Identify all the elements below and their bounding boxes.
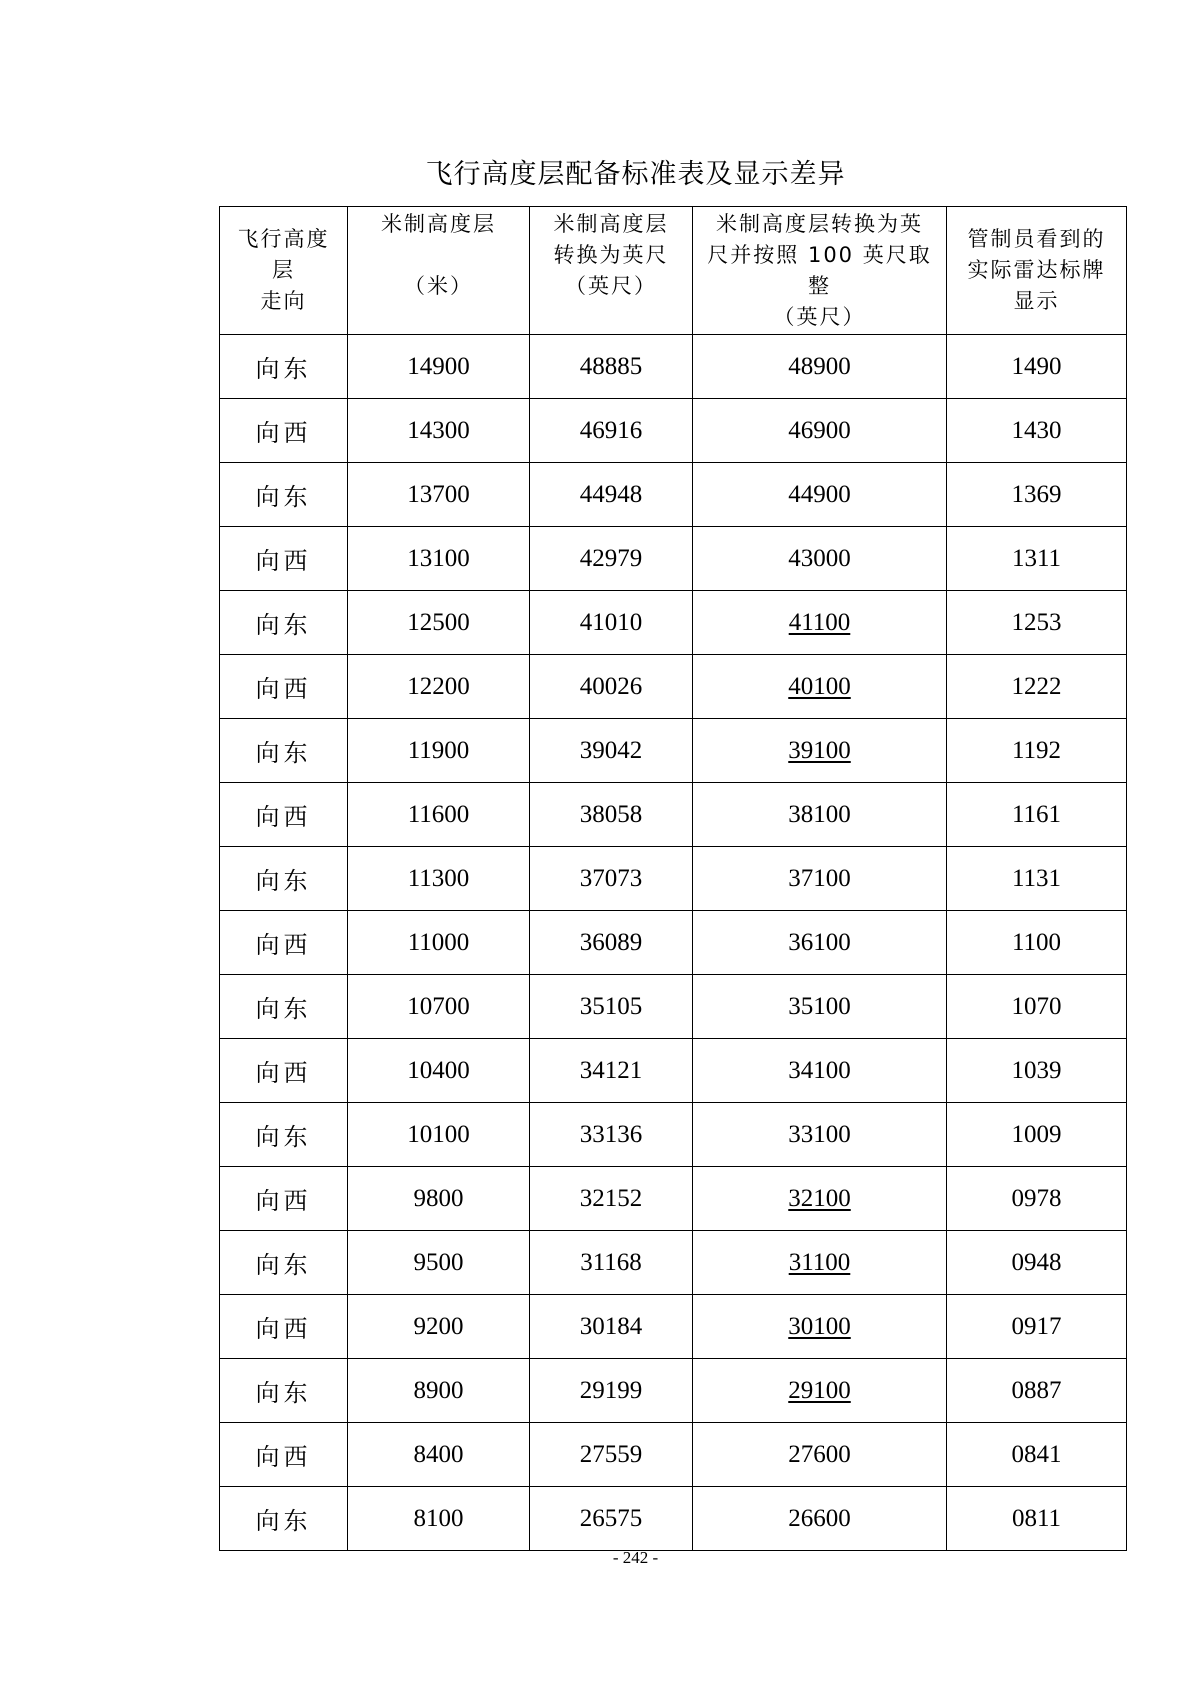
cell-meters: 13100 bbox=[348, 527, 530, 591]
cell-rounded-feet: 29100 bbox=[693, 1359, 947, 1423]
header-radar-display: 管制员看到的 实际雷达标牌 显示 bbox=[947, 207, 1127, 335]
table-row bbox=[220, 591, 1127, 655]
cell-radar-display: 0978 bbox=[947, 1167, 1127, 1231]
cell-direction: 向西 bbox=[220, 1423, 348, 1487]
cell-direction: 向东 bbox=[220, 719, 348, 783]
cell-direction: 向东 bbox=[220, 591, 348, 655]
cell-direction: 向西 bbox=[220, 1295, 348, 1359]
cell-direction: 向东 bbox=[220, 1487, 348, 1551]
cell-rounded-feet: 30100 bbox=[693, 1295, 947, 1359]
cell-meters: 9500 bbox=[348, 1231, 530, 1295]
cell-meters: 9200 bbox=[348, 1295, 530, 1359]
cell-radar-display: 1192 bbox=[947, 719, 1127, 783]
table-row bbox=[220, 1487, 1127, 1551]
cell-meters: 9800 bbox=[348, 1167, 530, 1231]
cell-radar-display: 1070 bbox=[947, 975, 1127, 1039]
table-row bbox=[220, 975, 1127, 1039]
page-number: - 242 - bbox=[612, 1548, 659, 1567]
cell-rounded-feet: 44900 bbox=[693, 463, 947, 527]
cell-feet: 40026 bbox=[530, 655, 693, 719]
cell-radar-display: 1161 bbox=[947, 783, 1127, 847]
cell-meters: 12500 bbox=[348, 591, 530, 655]
cell-meters: 10100 bbox=[348, 1103, 530, 1167]
cell-rounded-feet: 27600 bbox=[693, 1423, 947, 1487]
table-row bbox=[220, 1103, 1127, 1167]
header-feet: 米制高度层 转换为英尺 （英尺） bbox=[530, 207, 693, 335]
cell-direction: 向西 bbox=[220, 1167, 348, 1231]
cell-direction: 向东 bbox=[220, 975, 348, 1039]
cell-feet: 32152 bbox=[530, 1167, 693, 1231]
table-row bbox=[220, 527, 1127, 591]
cell-radar-display: 0887 bbox=[947, 1359, 1127, 1423]
cell-direction: 向东 bbox=[220, 463, 348, 527]
cell-meters: 13700 bbox=[348, 463, 530, 527]
cell-meters: 11600 bbox=[348, 783, 530, 847]
cell-rounded-feet: 32100 bbox=[693, 1167, 947, 1231]
cell-direction: 向西 bbox=[220, 399, 348, 463]
cell-direction: 向西 bbox=[220, 911, 348, 975]
cell-rounded-feet: 39100 bbox=[693, 719, 947, 783]
cell-rounded-feet: 48900 bbox=[693, 335, 947, 399]
cell-feet: 41010 bbox=[530, 591, 693, 655]
page-title: 飞行高度层配备标准表及显示差异 bbox=[425, 159, 846, 190]
cell-radar-display: 1430 bbox=[947, 399, 1127, 463]
cell-rounded-feet: 38100 bbox=[693, 783, 947, 847]
cell-radar-display: 1222 bbox=[947, 655, 1127, 719]
cell-radar-display: 0841 bbox=[947, 1423, 1127, 1487]
cell-rounded-feet: 26600 bbox=[693, 1487, 947, 1551]
table-row bbox=[220, 1295, 1127, 1359]
cell-rounded-feet: 33100 bbox=[693, 1103, 947, 1167]
table-row bbox=[220, 783, 1127, 847]
cell-meters: 14900 bbox=[348, 335, 530, 399]
cell-feet: 37073 bbox=[530, 847, 693, 911]
cell-meters: 8400 bbox=[348, 1423, 530, 1487]
cell-meters: 8900 bbox=[348, 1359, 530, 1423]
cell-feet: 38058 bbox=[530, 783, 693, 847]
cell-direction: 向东 bbox=[220, 1231, 348, 1295]
cell-radar-display: 0948 bbox=[947, 1231, 1127, 1295]
cell-radar-display: 1100 bbox=[947, 911, 1127, 975]
cell-direction: 向西 bbox=[220, 527, 348, 591]
cell-radar-display: 1369 bbox=[947, 463, 1127, 527]
cell-direction: 向东 bbox=[220, 1359, 348, 1423]
cell-rounded-feet: 31100 bbox=[693, 1231, 947, 1295]
cell-feet: 26575 bbox=[530, 1487, 693, 1551]
cell-meters: 8100 bbox=[348, 1487, 530, 1551]
cell-direction: 向西 bbox=[220, 655, 348, 719]
cell-meters: 11300 bbox=[348, 847, 530, 911]
table-row bbox=[220, 1423, 1127, 1487]
cell-feet: 33136 bbox=[530, 1103, 693, 1167]
cell-feet: 31168 bbox=[530, 1231, 693, 1295]
table-row bbox=[220, 399, 1127, 463]
table-row bbox=[220, 655, 1127, 719]
cell-radar-display: 1009 bbox=[947, 1103, 1127, 1167]
table-row bbox=[220, 847, 1127, 911]
cell-feet: 30184 bbox=[530, 1295, 693, 1359]
cell-radar-display: 0917 bbox=[947, 1295, 1127, 1359]
cell-direction: 向东 bbox=[220, 1103, 348, 1167]
table-row bbox=[220, 1231, 1127, 1295]
cell-meters: 10700 bbox=[348, 975, 530, 1039]
cell-rounded-feet: 41100 bbox=[693, 591, 947, 655]
table-row bbox=[220, 719, 1127, 783]
cell-feet: 34121 bbox=[530, 1039, 693, 1103]
cell-radar-display: 1131 bbox=[947, 847, 1127, 911]
cell-radar-display: 1253 bbox=[947, 591, 1127, 655]
header-direction: 飞行高度 层 走向 bbox=[220, 207, 348, 335]
cell-meters: 10400 bbox=[348, 1039, 530, 1103]
cell-radar-display: 1490 bbox=[947, 335, 1127, 399]
table-row bbox=[220, 1359, 1127, 1423]
cell-radar-display: 0811 bbox=[947, 1487, 1127, 1551]
cell-feet: 48885 bbox=[530, 335, 693, 399]
cell-radar-display: 1311 bbox=[947, 527, 1127, 591]
cell-feet: 46916 bbox=[530, 399, 693, 463]
cell-meters: 14300 bbox=[348, 399, 530, 463]
table-row bbox=[220, 463, 1127, 527]
cell-feet: 39042 bbox=[530, 719, 693, 783]
cell-feet: 36089 bbox=[530, 911, 693, 975]
cell-rounded-feet: 35100 bbox=[693, 975, 947, 1039]
flight-level-table bbox=[219, 206, 1127, 1551]
table-header-row bbox=[220, 207, 1127, 335]
header-rounded-feet: 米制高度层转换为英 尺并按照 100 英尺取 整 （英尺） bbox=[693, 207, 947, 335]
cell-feet: 42979 bbox=[530, 527, 693, 591]
cell-direction: 向东 bbox=[220, 335, 348, 399]
cell-direction: 向东 bbox=[220, 847, 348, 911]
cell-meters: 12200 bbox=[348, 655, 530, 719]
cell-feet: 29199 bbox=[530, 1359, 693, 1423]
cell-feet: 27559 bbox=[530, 1423, 693, 1487]
cell-rounded-feet: 37100 bbox=[693, 847, 947, 911]
table-body bbox=[220, 335, 1127, 1551]
cell-meters: 11900 bbox=[348, 719, 530, 783]
cell-feet: 44948 bbox=[530, 463, 693, 527]
cell-rounded-feet: 40100 bbox=[693, 655, 947, 719]
table-row bbox=[220, 1167, 1127, 1231]
header-meters: 米制高度层 （米） bbox=[348, 207, 530, 335]
table-row bbox=[220, 911, 1127, 975]
cell-rounded-feet: 46900 bbox=[693, 399, 947, 463]
cell-direction: 向西 bbox=[220, 1039, 348, 1103]
cell-meters: 11000 bbox=[348, 911, 530, 975]
table-row bbox=[220, 1039, 1127, 1103]
cell-rounded-feet: 36100 bbox=[693, 911, 947, 975]
cell-radar-display: 1039 bbox=[947, 1039, 1127, 1103]
cell-rounded-feet: 34100 bbox=[693, 1039, 947, 1103]
table-row bbox=[220, 335, 1127, 399]
cell-direction: 向西 bbox=[220, 783, 348, 847]
cell-rounded-feet: 43000 bbox=[693, 527, 947, 591]
cell-feet: 35105 bbox=[530, 975, 693, 1039]
